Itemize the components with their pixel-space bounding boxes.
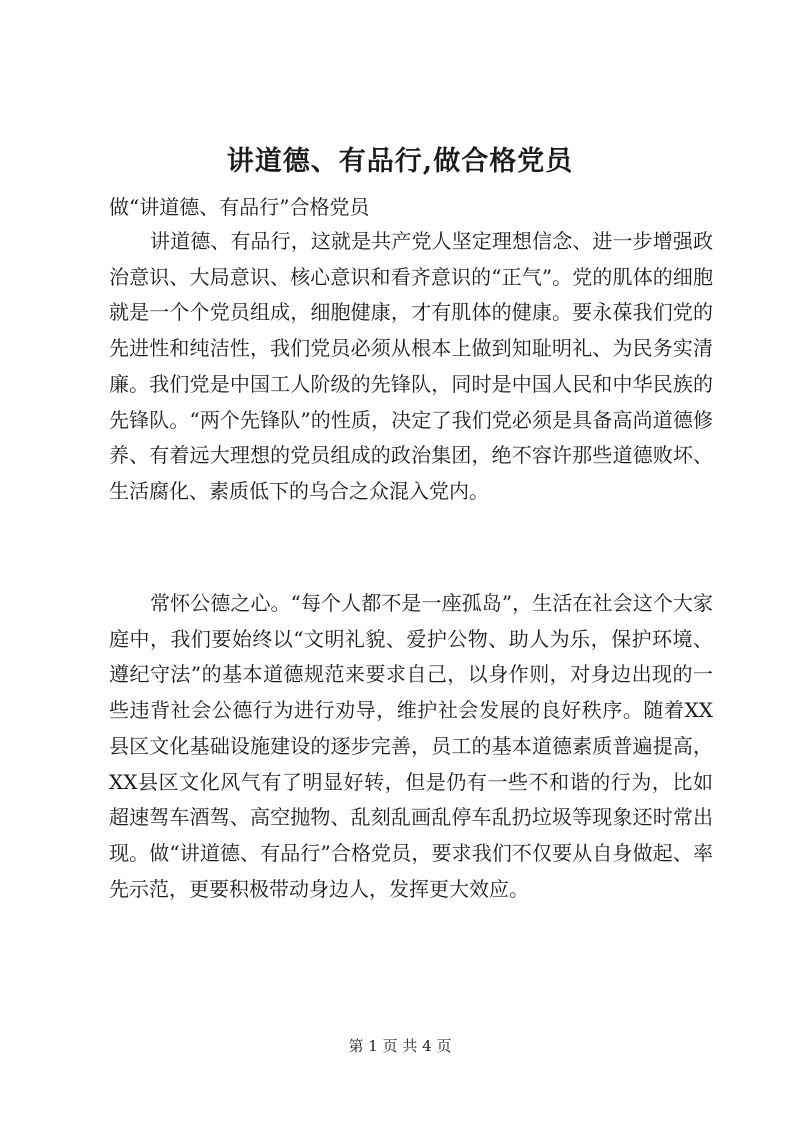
paragraph: 常怀公德之心。“每个人都不是一座孤岛”，生活在社会这个大家庭中，我们要始终以“文明礼貌、爱护公物、助人为乐，保护环境、遵纪守法”的基本道德规范来要求自己，以身作则，对身边出现的一些违背社会公德行为进行劝导，维护社会发展的良好秩序。随着XX县区文化基础设施建设的逐步完善，员工的基本道德素质普遍提高，XX县区文化风气有了明显好转，但是仍有一些不和谐的行为，比如超速驾车酒驾、高空抛物、乱刻乱画乱停车乱扔垃圾等现象还时常出现。做“讲道德、有品行”合格党员，要求我们不仅要从自身做起、率先示范，更要积极带动身边人，发挥更大效应。 bbox=[109, 591, 713, 901]
document-subtitle: 做“讲道德、有品行”合格党员 bbox=[109, 195, 370, 219]
document-title: 讲道德、有品行,做合格党员 bbox=[226, 146, 574, 177]
paragraph: 讲道德、有品行，这就是共产党人坚定理想信念、进一步增强政治意识、大局意识、核心意识和看齐意识的“正气”。党的肌体的细胞就是一个个党员组成，细胞健康，才有肌体的健康。要永葆我们党的先进性和纯洁性，我们党员必须从根本上做到知耻明礼、为民务实清廉。我们党是中国工人阶级的先锋队，同时是中国人民和中华民族的先锋队。“两个先锋队”的性质，决定了我们党必须是具备高尚道德修养、有着远大理想的党员组成的政治集团，绝不容许那些道德败坏、生活腐化、素质低下的乌合之众混入党内。 bbox=[109, 229, 713, 503]
page-number-footer: 第 1 页 共 4 页 bbox=[348, 1037, 452, 1055]
